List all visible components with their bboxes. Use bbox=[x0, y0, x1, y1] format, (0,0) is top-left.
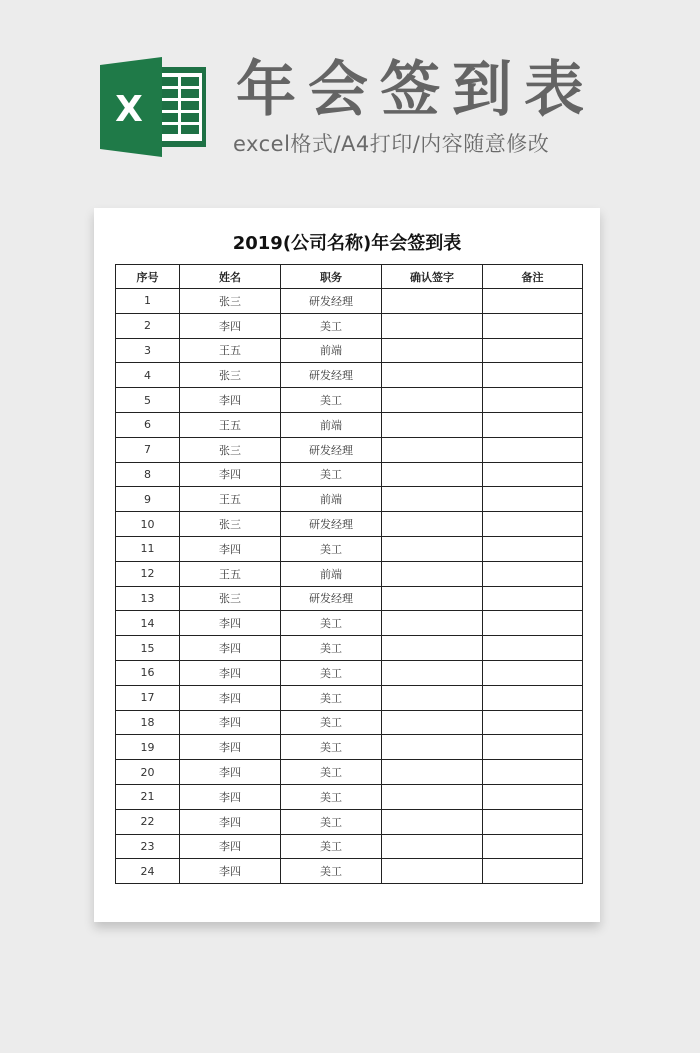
position-cell: 美工 bbox=[281, 834, 382, 859]
row-number: 20 bbox=[116, 760, 180, 785]
name-cell: 张三 bbox=[180, 289, 281, 314]
column-header: 职务 bbox=[281, 265, 382, 289]
position-cell: 前端 bbox=[281, 487, 382, 512]
signature-cell[interactable] bbox=[382, 660, 483, 685]
signature-cell[interactable] bbox=[382, 710, 483, 735]
position-cell: 美工 bbox=[281, 760, 382, 785]
name-cell: 张三 bbox=[180, 437, 281, 462]
table-row bbox=[116, 437, 583, 462]
excel-logo-icon bbox=[100, 57, 208, 157]
row-number: 11 bbox=[116, 536, 180, 561]
signature-cell[interactable] bbox=[382, 462, 483, 487]
table-row bbox=[116, 536, 583, 561]
table-row bbox=[116, 487, 583, 512]
name-cell: 王五 bbox=[180, 561, 281, 586]
row-number: 9 bbox=[116, 487, 180, 512]
row-number: 16 bbox=[116, 660, 180, 685]
remarks-cell[interactable] bbox=[483, 809, 583, 834]
row-number: 2 bbox=[116, 313, 180, 338]
position-cell: 美工 bbox=[281, 784, 382, 809]
row-number: 18 bbox=[116, 710, 180, 735]
position-cell: 美工 bbox=[281, 859, 382, 884]
name-cell: 李四 bbox=[180, 462, 281, 487]
signature-cell[interactable] bbox=[382, 586, 483, 611]
table-row bbox=[116, 809, 583, 834]
column-header: 确认签字 bbox=[382, 265, 483, 289]
table-row bbox=[116, 338, 583, 363]
signature-cell[interactable] bbox=[382, 859, 483, 884]
banner-title: 年会签到表 bbox=[236, 55, 596, 125]
position-cell: 研发经理 bbox=[281, 289, 382, 314]
remarks-cell[interactable] bbox=[483, 338, 583, 363]
document-title: 2019(公司名称)年会签到表 bbox=[232, 233, 462, 254]
remarks-cell[interactable] bbox=[483, 685, 583, 710]
position-cell: 美工 bbox=[281, 611, 382, 636]
table-row bbox=[116, 289, 583, 314]
name-cell: 李四 bbox=[180, 710, 281, 735]
position-cell: 美工 bbox=[281, 710, 382, 735]
position-cell: 美工 bbox=[281, 313, 382, 338]
table-row bbox=[116, 363, 583, 388]
remarks-cell[interactable] bbox=[483, 834, 583, 859]
signature-cell[interactable] bbox=[382, 685, 483, 710]
table-row bbox=[116, 313, 583, 338]
table-row bbox=[116, 735, 583, 760]
table-row bbox=[116, 859, 583, 884]
signature-cell[interactable] bbox=[382, 784, 483, 809]
remarks-cell[interactable] bbox=[483, 289, 583, 314]
remarks-cell[interactable] bbox=[483, 437, 583, 462]
signature-cell[interactable] bbox=[382, 437, 483, 462]
table-row bbox=[116, 636, 583, 661]
remarks-cell[interactable] bbox=[483, 760, 583, 785]
remarks-cell[interactable] bbox=[483, 462, 583, 487]
signature-cell[interactable] bbox=[382, 735, 483, 760]
position-cell: 研发经理 bbox=[281, 437, 382, 462]
remarks-cell[interactable] bbox=[483, 487, 583, 512]
remarks-cell[interactable] bbox=[483, 363, 583, 388]
name-cell: 李四 bbox=[180, 388, 281, 413]
signature-cell[interactable] bbox=[382, 536, 483, 561]
remarks-cell[interactable] bbox=[483, 412, 583, 437]
remarks-cell[interactable] bbox=[483, 536, 583, 561]
name-cell: 王五 bbox=[180, 487, 281, 512]
name-cell: 李四 bbox=[180, 834, 281, 859]
position-cell: 前端 bbox=[281, 412, 382, 437]
remarks-cell[interactable] bbox=[483, 313, 583, 338]
name-cell: 张三 bbox=[180, 586, 281, 611]
table-row bbox=[116, 834, 583, 859]
row-number: 1 bbox=[116, 289, 180, 314]
table-row bbox=[116, 760, 583, 785]
row-number: 14 bbox=[116, 611, 180, 636]
signature-cell[interactable] bbox=[382, 834, 483, 859]
position-cell: 美工 bbox=[281, 462, 382, 487]
position-cell: 美工 bbox=[281, 735, 382, 760]
row-number: 13 bbox=[116, 586, 180, 611]
table-row bbox=[116, 586, 583, 611]
remarks-cell[interactable] bbox=[483, 388, 583, 413]
name-cell: 李四 bbox=[180, 536, 281, 561]
row-number: 10 bbox=[116, 512, 180, 537]
table-row bbox=[116, 561, 583, 586]
row-number: 22 bbox=[116, 809, 180, 834]
remarks-cell[interactable] bbox=[483, 784, 583, 809]
row-number: 12 bbox=[116, 561, 180, 586]
name-cell: 张三 bbox=[180, 363, 281, 388]
position-cell: 前端 bbox=[281, 338, 382, 363]
name-cell: 李四 bbox=[180, 859, 281, 884]
row-number: 23 bbox=[116, 834, 180, 859]
row-number: 4 bbox=[116, 363, 180, 388]
name-cell: 王五 bbox=[180, 338, 281, 363]
position-cell: 美工 bbox=[281, 636, 382, 661]
row-number: 17 bbox=[116, 685, 180, 710]
table-row bbox=[116, 512, 583, 537]
row-number: 21 bbox=[116, 784, 180, 809]
signature-cell[interactable] bbox=[382, 561, 483, 586]
document-page bbox=[94, 208, 600, 922]
signature-cell[interactable] bbox=[382, 388, 483, 413]
row-number: 19 bbox=[116, 735, 180, 760]
signature-cell[interactable] bbox=[382, 611, 483, 636]
position-cell: 美工 bbox=[281, 536, 382, 561]
table-row bbox=[116, 388, 583, 413]
table-row bbox=[116, 611, 583, 636]
table-row bbox=[116, 784, 583, 809]
table-header-row bbox=[116, 265, 583, 289]
signature-cell[interactable] bbox=[382, 636, 483, 661]
column-header: 备注 bbox=[483, 265, 583, 289]
name-cell: 李四 bbox=[180, 784, 281, 809]
name-cell: 李四 bbox=[180, 660, 281, 685]
table-row bbox=[116, 660, 583, 685]
table-row bbox=[116, 685, 583, 710]
remarks-cell[interactable] bbox=[483, 586, 583, 611]
position-cell: 美工 bbox=[281, 809, 382, 834]
name-cell: 李四 bbox=[180, 685, 281, 710]
table-row bbox=[116, 710, 583, 735]
signature-cell[interactable] bbox=[382, 512, 483, 537]
banner-subtitle: excel格式/A4打印/内容随意修改 bbox=[233, 132, 550, 156]
remarks-cell[interactable] bbox=[483, 636, 583, 661]
remarks-cell[interactable] bbox=[483, 735, 583, 760]
position-cell: 美工 bbox=[281, 685, 382, 710]
row-number: 8 bbox=[116, 462, 180, 487]
name-cell: 李四 bbox=[180, 611, 281, 636]
signin-table bbox=[115, 264, 583, 884]
signature-cell[interactable] bbox=[382, 809, 483, 834]
name-cell: 李四 bbox=[180, 313, 281, 338]
row-number: 5 bbox=[116, 388, 180, 413]
signature-cell[interactable] bbox=[382, 412, 483, 437]
table-row bbox=[116, 412, 583, 437]
position-cell: 研发经理 bbox=[281, 586, 382, 611]
remarks-cell[interactable] bbox=[483, 512, 583, 537]
row-number: 15 bbox=[116, 636, 180, 661]
row-number: 6 bbox=[116, 412, 180, 437]
signature-cell[interactable] bbox=[382, 363, 483, 388]
row-number: 7 bbox=[116, 437, 180, 462]
name-cell: 王五 bbox=[180, 412, 281, 437]
table-row bbox=[116, 462, 583, 487]
column-header: 姓名 bbox=[180, 265, 281, 289]
name-cell: 李四 bbox=[180, 760, 281, 785]
name-cell: 张三 bbox=[180, 512, 281, 537]
row-number: 3 bbox=[116, 338, 180, 363]
remarks-cell[interactable] bbox=[483, 859, 583, 884]
remarks-cell[interactable] bbox=[483, 561, 583, 586]
position-cell: 研发经理 bbox=[281, 363, 382, 388]
signature-cell[interactable] bbox=[382, 313, 483, 338]
name-cell: 李四 bbox=[180, 636, 281, 661]
position-cell: 前端 bbox=[281, 561, 382, 586]
svg-text:X: X bbox=[115, 89, 143, 130]
position-cell: 研发经理 bbox=[281, 512, 382, 537]
column-header: 序号 bbox=[116, 265, 180, 289]
remarks-cell[interactable] bbox=[483, 611, 583, 636]
remarks-cell[interactable] bbox=[483, 710, 583, 735]
signature-cell[interactable] bbox=[382, 289, 483, 314]
position-cell: 美工 bbox=[281, 660, 382, 685]
row-number: 24 bbox=[116, 859, 180, 884]
name-cell: 李四 bbox=[180, 735, 281, 760]
remarks-cell[interactable] bbox=[483, 660, 583, 685]
signature-cell[interactable] bbox=[382, 338, 483, 363]
signature-cell[interactable] bbox=[382, 760, 483, 785]
name-cell: 李四 bbox=[180, 809, 281, 834]
position-cell: 美工 bbox=[281, 388, 382, 413]
signature-cell[interactable] bbox=[382, 487, 483, 512]
